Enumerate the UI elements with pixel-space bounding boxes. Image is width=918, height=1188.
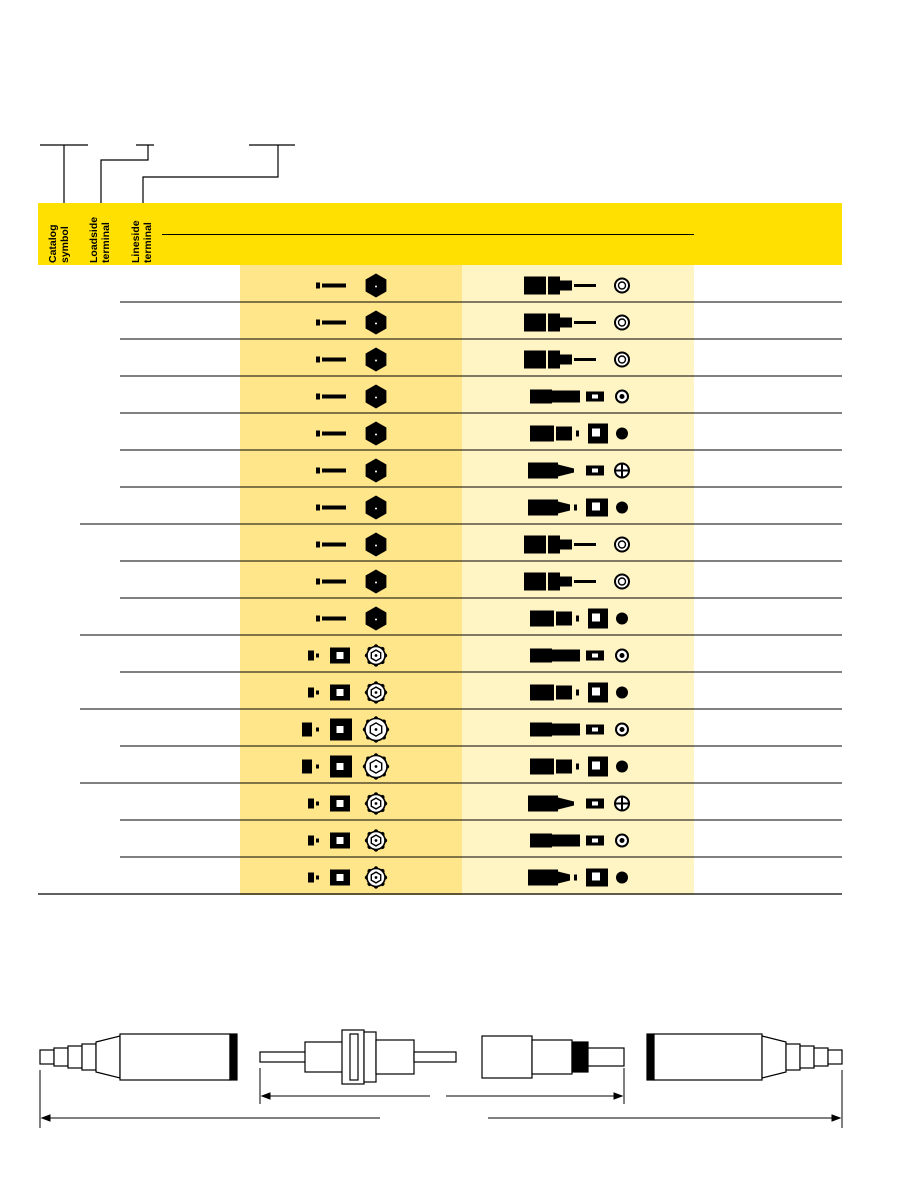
stud-gear-icon xyxy=(308,829,387,851)
long-terminal-ring-icon xyxy=(524,536,629,554)
compact-terminal-icon xyxy=(530,649,628,663)
arrow-terminal-star-icon xyxy=(528,463,629,479)
big-stud-gear-icon xyxy=(302,753,389,779)
long-terminal-ring-icon xyxy=(524,277,629,295)
bolt-hex-icon xyxy=(316,496,386,520)
box-terminal-round-icon xyxy=(530,683,628,703)
bolt-hex-icon xyxy=(316,459,386,483)
bolt-hex-icon xyxy=(316,570,386,594)
stud-gear-icon xyxy=(308,681,387,703)
stud-gear-icon xyxy=(308,644,387,666)
bolt-hex-icon xyxy=(316,311,386,335)
bolt-hex-icon xyxy=(316,607,386,631)
bolt-hex-icon xyxy=(316,533,386,557)
box-terminal-round-icon xyxy=(530,757,628,777)
long-terminal-ring-icon xyxy=(524,351,629,369)
bolt-hex-icon xyxy=(316,348,386,372)
header-lineside-terminal: Lineside terminal xyxy=(130,220,154,263)
bolt-hex-icon xyxy=(316,422,386,446)
compact-terminal-icon xyxy=(530,390,628,404)
header-catalog-symbol: Catalog symbol xyxy=(47,224,71,263)
long-terminal-ring-icon xyxy=(524,573,629,591)
adapter-connector-icon xyxy=(482,1036,624,1078)
center-connector-icon xyxy=(260,1030,456,1084)
left-boot-icon xyxy=(40,1034,237,1080)
arrow-box-terminal-icon xyxy=(528,869,628,887)
connector-assembly-drawing xyxy=(0,1020,918,1130)
right-boot-icon xyxy=(647,1034,842,1080)
long-terminal-ring-icon xyxy=(524,314,629,332)
box-terminal-round-icon xyxy=(530,424,628,444)
compact-terminal-icon xyxy=(530,834,628,848)
bolt-hex-icon xyxy=(316,385,386,409)
big-stud-gear-icon xyxy=(302,716,389,742)
arrow-terminal-star-icon xyxy=(528,796,629,812)
stud-gear-icon xyxy=(308,866,387,888)
header-loadside-terminal: Loadside terminal xyxy=(88,216,112,263)
bolt-hex-icon xyxy=(316,274,386,298)
box-terminal-round-icon xyxy=(530,609,628,629)
arrow-box-terminal-icon xyxy=(528,499,628,517)
compact-terminal-icon xyxy=(530,723,628,737)
stud-gear-icon xyxy=(308,792,387,814)
